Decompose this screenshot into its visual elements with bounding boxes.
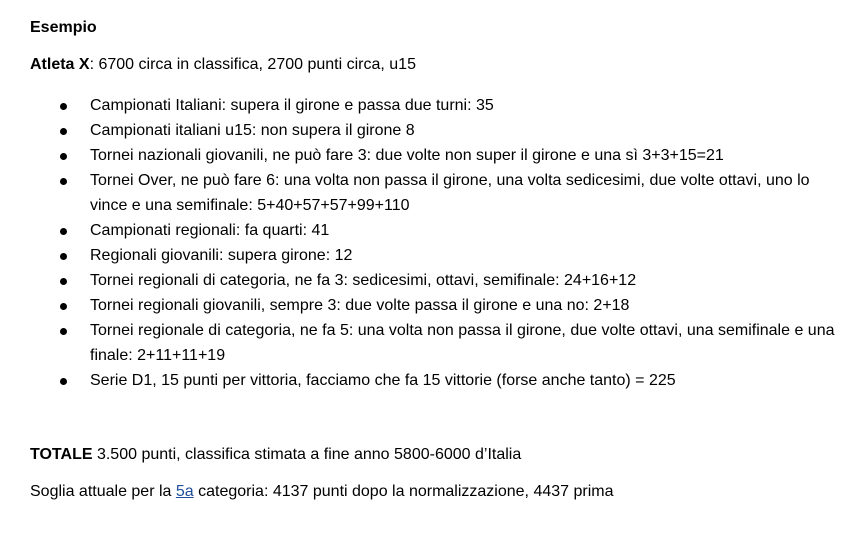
list-item xyxy=(30,368,840,393)
list-item-text: Tornei regionali giovanili, sempre 3: due volte passa il girone e una no: 2+18 xyxy=(90,297,630,314)
athlete-label: Atleta X xyxy=(30,56,90,73)
list-item xyxy=(30,218,840,243)
bullet-list xyxy=(30,93,840,393)
total-label: TOTALE xyxy=(30,446,93,463)
list-item-text: Regionali giovanili: supera girone: 12 xyxy=(90,247,353,264)
bullet-icon xyxy=(60,278,67,285)
threshold-text-after: categoria: 4137 punti dopo la normalizzazione, 4437 prima xyxy=(193,483,614,500)
list-item-text: Campionati Italiani: supera il girone e passa due turni: 35 xyxy=(90,97,494,114)
bullet-icon xyxy=(60,178,67,185)
list-item-text: Campionati regionali: fa quarti: 41 xyxy=(90,222,330,239)
list-item xyxy=(30,318,840,368)
list-item xyxy=(30,243,840,268)
list-item-text: Campionati italiani u15: non supera il girone 8 xyxy=(90,122,415,139)
bullet-icon xyxy=(60,253,67,260)
total-line xyxy=(30,445,521,465)
bullet-icon xyxy=(60,153,67,160)
threshold-text-before: Soglia attuale per la xyxy=(30,483,176,500)
list-item xyxy=(30,268,840,293)
bullet-icon xyxy=(60,103,67,110)
list-item xyxy=(30,143,840,168)
bullet-icon xyxy=(60,228,67,235)
bullet-icon xyxy=(60,128,67,135)
list-item-text: Tornei Over, ne può fare 6: una volta non passa il girone, una volta sedicesimi, due volte ottavi, uno lo vince e una semifinale: 5+40+57+57+99+110 xyxy=(90,172,810,214)
list-item-text: Serie D1, 15 punti per vittoria, facciamo che fa 15 vittorie (forse anche tanto) = 225 xyxy=(90,372,676,389)
list-item-text: Tornei nazionali giovanili, ne può fare 3: due volte non super il girone e una sì 3+3+15=21 xyxy=(90,147,724,164)
athlete-description: : 6700 circa in classifica, 2700 punti circa, u15 xyxy=(89,56,416,73)
bullet-icon xyxy=(60,303,67,310)
list-item xyxy=(30,293,840,318)
total-description: 3.500 punti, classifica stimata a fine anno 5800-6000 d’Italia xyxy=(92,446,522,463)
list-item xyxy=(30,118,840,143)
list-item xyxy=(30,93,840,118)
bullet-icon xyxy=(60,378,67,385)
threshold-line xyxy=(30,482,614,502)
bullet-icon xyxy=(60,328,67,335)
category-link[interactable]: 5a xyxy=(175,483,194,500)
list-item-text: Tornei regionale di categoria, ne fa 5: una volta non passa il girone, due volte ottavi, una semifinale e una finale: 2+11+11+19 xyxy=(90,322,835,364)
athlete-line xyxy=(30,55,416,75)
section-heading: Esempio xyxy=(30,19,97,36)
list-item-text: Tornei regionali di categoria, ne fa 3: sedicesimi, ottavi, semifinale: 24+16+12 xyxy=(90,272,637,289)
list-item xyxy=(30,168,840,218)
